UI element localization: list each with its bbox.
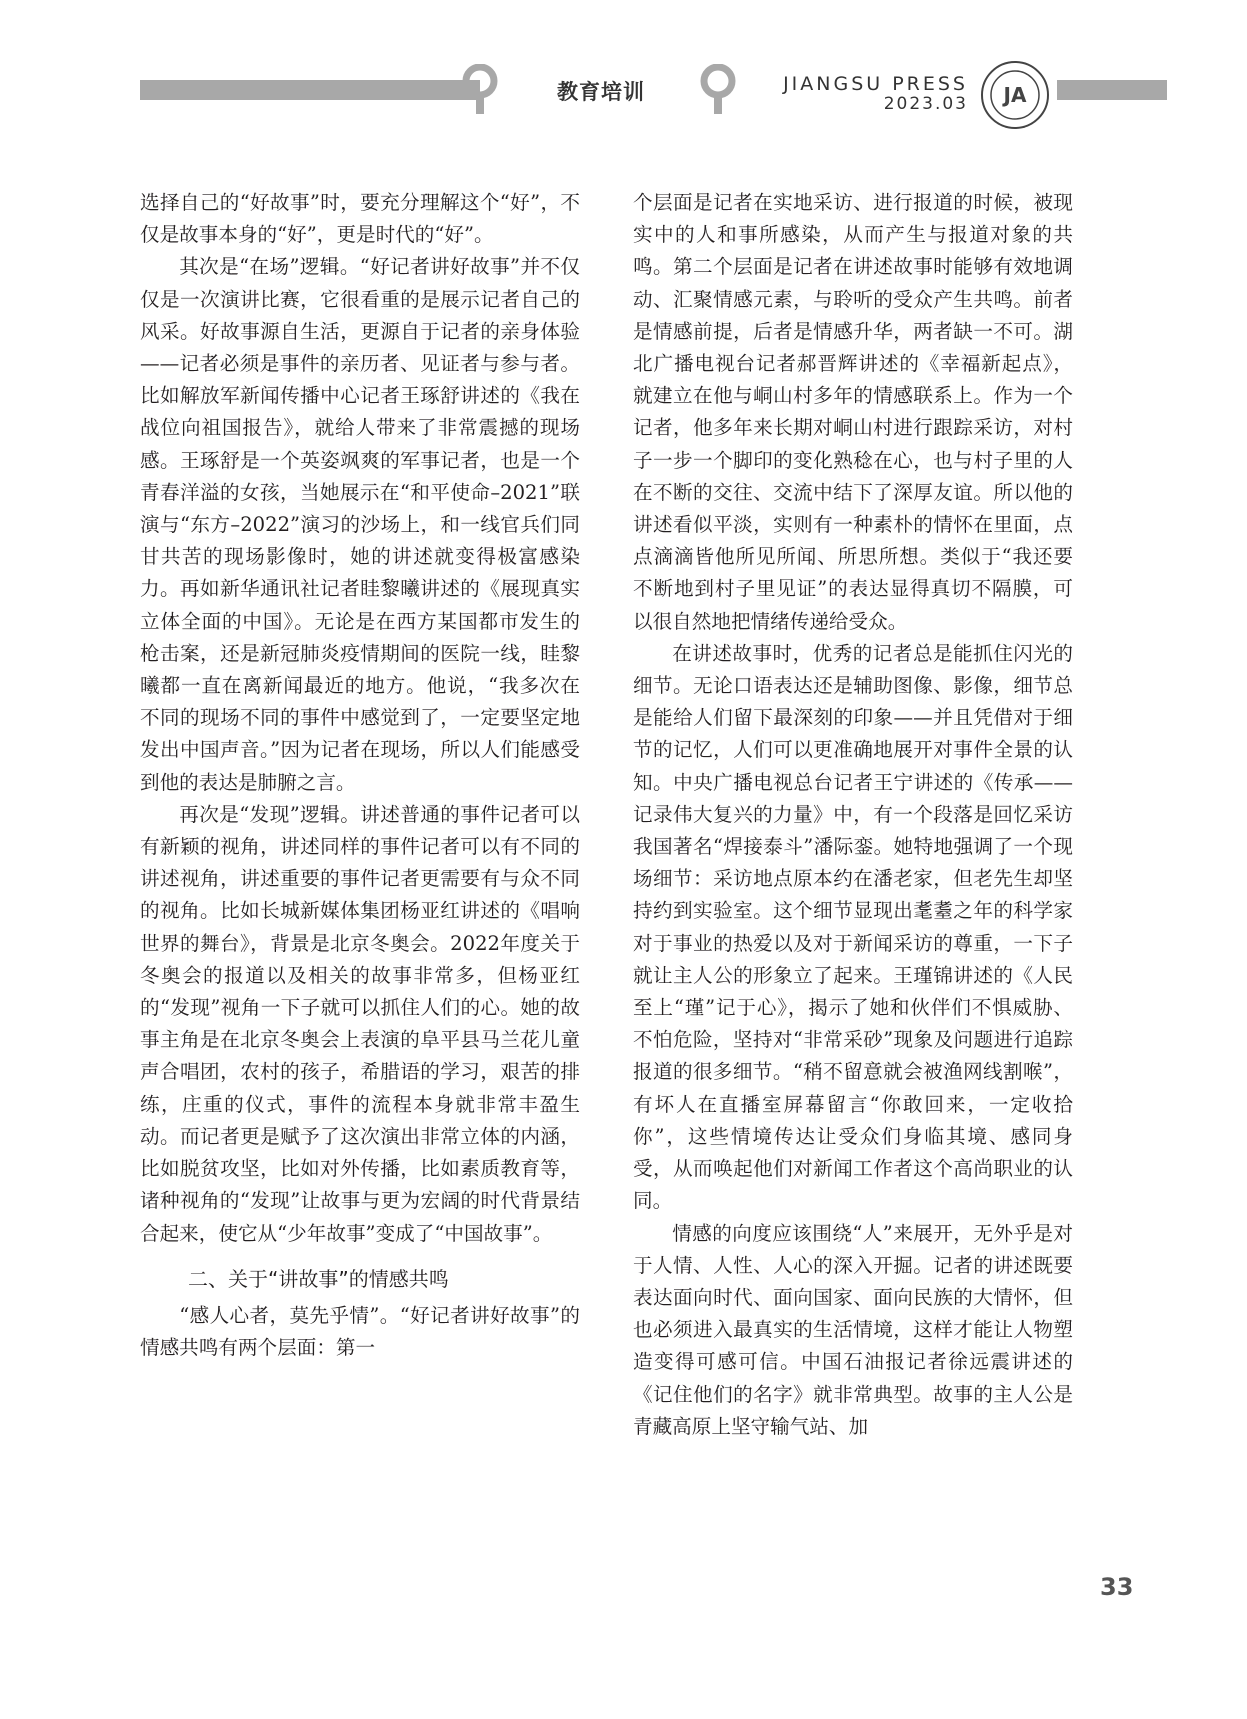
paragraph: 其次是“在场”逻辑。“好记者讲好故事”并不仅仅是一次演讲比赛，它很看重的是展示记者自己的风采。好故事源自生活，更源自于记者的亲身体验——记者必须是事件的亲历者、见证者与参与者。比如解放军新闻传播中心记者王琢舒讲述的《我在战位向祖国报告》，就给人带来了非常震撼的现场感。王琢舒是一个英姿飒爽的军事记者，也是一个青春洋溢的女孩，当她展示在“和平使命–2021”联演与“东方–2022”演习的沙场上，和一线官兵们同甘共苦的现场影像时，她的讲述就变得极富感染力。再如新华通讯社记者眭黎曦讲述的《展现真实立体全面的中国》。无论是在西方某国都市发生的枪击案，还是新冠肺炎疫情期间的医院一线，眭黎曦都一直在离新闻最近的地方。他说，“我多次在不同的现场不同的事件中感觉到了，一定要坚定地发出中国声音。”因为记者在现场，所以人们能感受到他的表达是肺腑之言。 (140, 255, 580, 794)
paragraph: 选择自己的“好故事”时，要充分理解这个“好”，不仅是故事本身的“好”，更是时代的“好”。 (140, 191, 580, 247)
right-column (633, 187, 1073, 1443)
magazine-name: JIANGSU PRESS (783, 73, 968, 95)
paragraph: “感人心者，莫先乎情”。“好记者讲好故事”的情感共鸣有两个层面：第一 (140, 1303, 580, 1359)
header-bar-left (140, 80, 480, 100)
section-heading: 二、关于“讲故事”的情感共鸣 (188, 1266, 449, 1291)
paragraph: 个层面是记者在实地采访、进行报道的时候，被现实中的人和事所感染，从而产生与报道对象的共鸣。第二个层面是记者在讲述故事时能够有效地调动、汇聚情感元素，与聆听的受众产生共鸣。前者是情感前提，后者是情感升华，两者缺一不可。湖北广播电视台记者郝晋辉讲述的《幸福新起点》，就建立在他与峒山村多年的情感联系上。作为一个记者，他多年来长期对峒山村进行跟踪采访，对村子一步一个脚印的变化熟稔在心，也与村子里的人在不断的交往、交流中结下了深厚友谊。所以他的讲述看似平淡，实则有一种素朴的情怀在里面，点点滴滴皆他所见所闻、所思所想。类似于“我还要不断地到村子里见证”的表达显得真切不隔膜，可以很自然地把情绪传递给受众。 (633, 191, 1073, 633)
page-number: 33 (1100, 1573, 1134, 1601)
paragraph: 情感的向度应该围绕“人”来展开，无外乎是对于人情、人性、人心的深入开掘。记者的讲述既要表达面向时代、面向国家、面向民族的大情怀，但也必须进入最真实的生活情境，这样才能让人物塑造变得可感可信。中国石油报记者徐远震讲述的《记住他们的名字》就非常典型。故事的主人公是青藏高原上坚守输气站、加 (633, 1221, 1073, 1438)
location-pin-icon (462, 64, 498, 116)
svg-text:JA: JA (1003, 83, 1027, 107)
magazine-logo-icon (980, 60, 1050, 130)
paragraph: 在讲述故事时，优秀的记者总是能抓住闪光的细节。无论口语表达还是辅助图像、影像，细节总是能给人们留下最深刻的印象——并且凭借对于细节的记忆，人们可以更准确地展开对事件全景的认知。中央广播电视总台记者王宁讲述的《传承——记录伟大复兴的力量》中，有一个段落是回忆采访我国著名“焊接泰斗”潘际銮。她特地强调了一个现场细节：采访地点原本约在潘老家，但老先生却坚持约到实验室。这个细节显现出耄耋之年的科学家对于事业的热爱以及对于新闻采访的尊重，一下子就让主人公的形象立了起来。王瑾锦讲述的《人民至上“瑾”记于心》，揭示了她和伙伴们不惧威胁、不怕危险，坚持对“非常采砂”现象及问题进行追踪报道的很多细节。“稍不留意就会被渔网线割喉”，有坏人在直播室屏幕留言“你敢回来，一定收拾你”，这些情境传达让受众们身临其境、感同身受，从而唤起他们对新闻工作者这个高尚职业的认同。 (633, 641, 1073, 1213)
paragraph: 再次是“发现”逻辑。讲述普通的事件记者可以有新颖的视角，讲述同样的事件记者可以有不同的讲述视角，讲述重要的事件记者更需要有与众不同的视角。比如长城新媒体集团杨亚红讲述的《唱响世界的舞台》，背景是北京冬奥会。2022年度关于冬奥会的报道以及相关的故事非常多，但杨亚红的“发现”视角一下子就可以抓住人们的心。她的故事主角是在北京冬奥会上表演的阜平县马兰花儿童声合唱团，农村的孩子，希腊语的学习，艰苦的排练，庄重的仪式，事件的流程本身就非常丰盈生动。而记者更是赋予了这次演出非常立体的内涵，比如脱贫攻坚，比如对外传播，比如素质教育等，诸种视角的“发现”让故事与更为宏阔的时代背景结合起来，使它从“少年故事”变成了“中国故事”。 (140, 802, 580, 1245)
location-pin-icon (700, 64, 736, 116)
section-title: 教育培训 (557, 80, 645, 104)
issue-number: 2023.03 (883, 94, 968, 114)
magazine-info (762, 74, 968, 114)
header-bar-right (1057, 80, 1167, 100)
left-column (140, 187, 580, 1364)
